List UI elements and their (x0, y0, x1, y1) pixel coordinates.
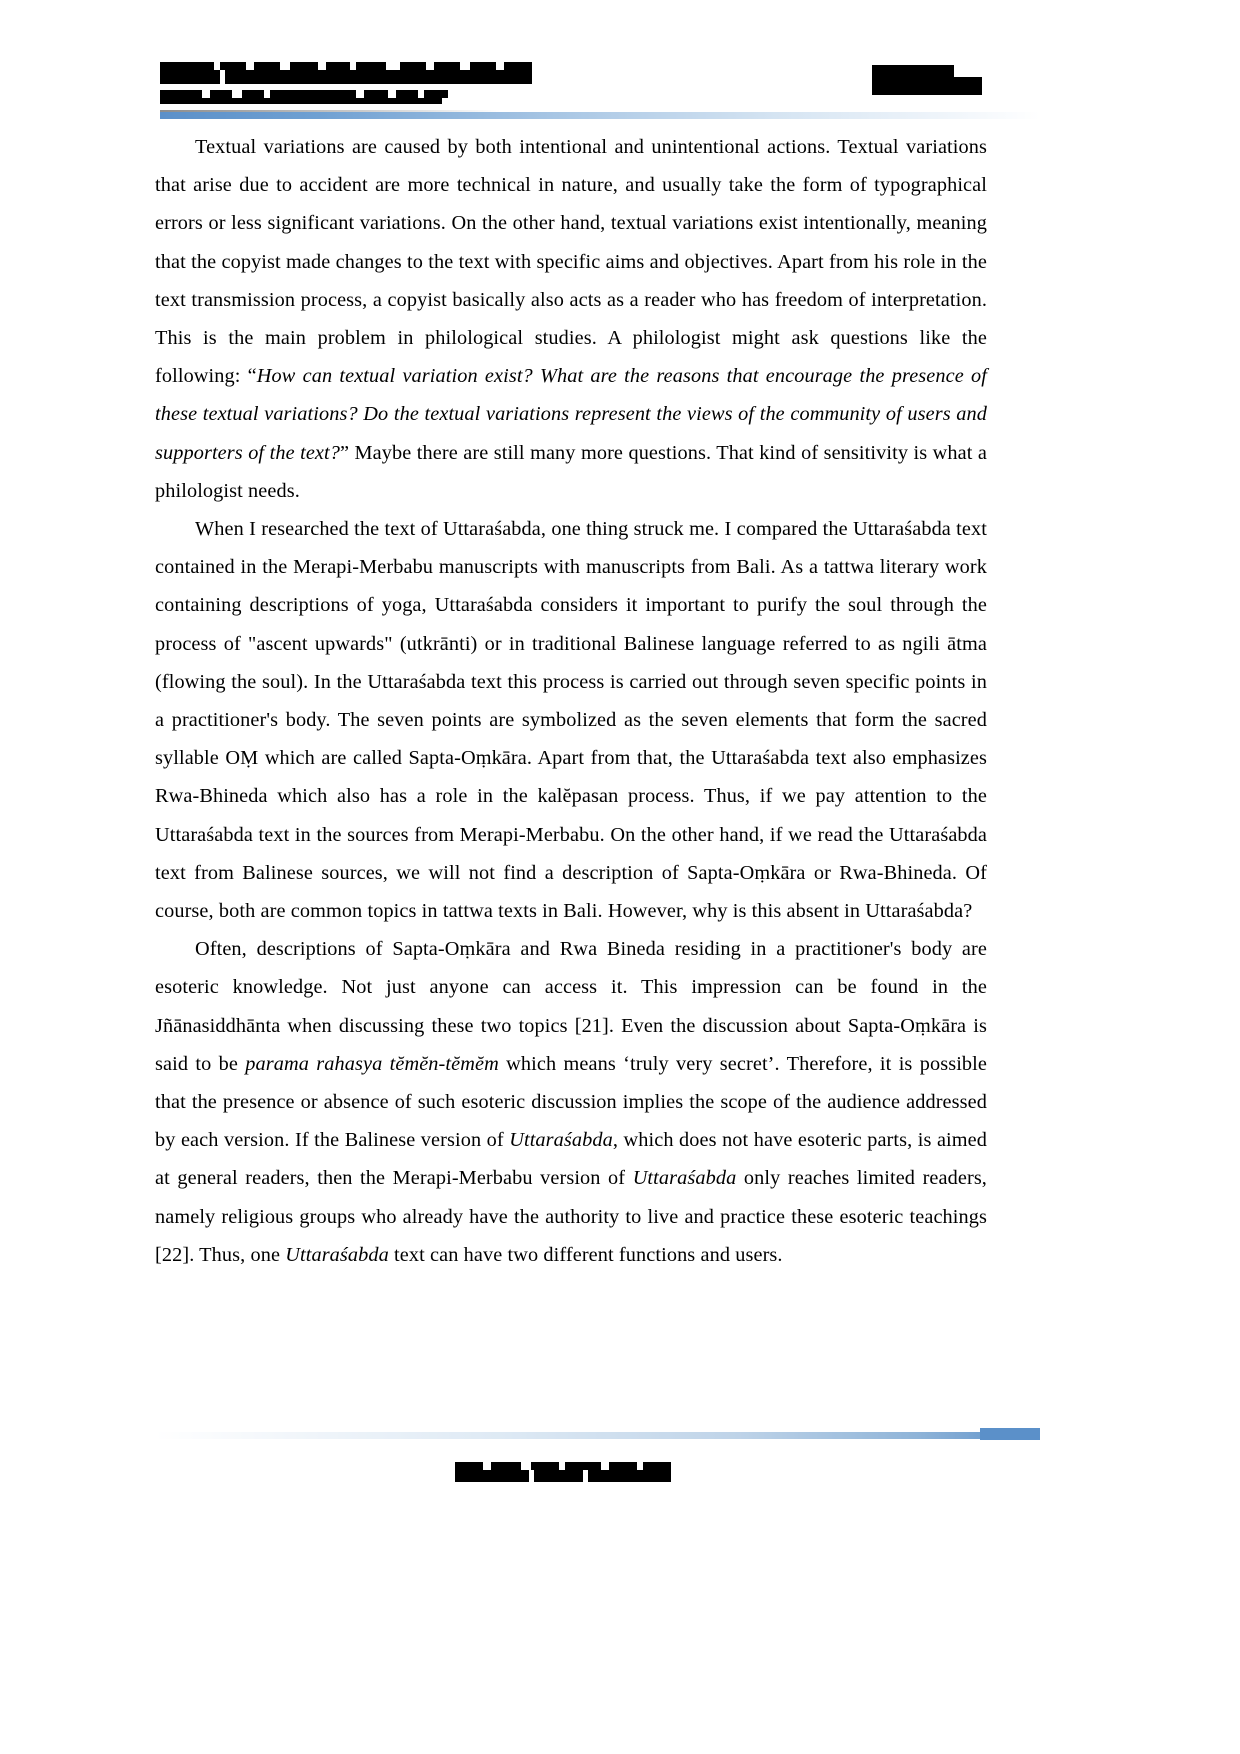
header-redaction-gap (214, 62, 220, 70)
footer-redaction-gap (601, 1462, 609, 1470)
footer-rule-accent-cap (980, 1428, 1040, 1440)
header-left-alt-text (160, 52, 161, 53)
paragraph-3-run-7: only reaches limited readers, namely religious groups who already have the authority to live and practice these esoteric teachings [22]. Thus, one (155, 1167, 987, 1266)
header-redaction-gap (388, 90, 396, 98)
paragraph-3-run-5: , which does not have esoteric parts, is aimed at general readers, then the Merapi-Merbabu version of (155, 1129, 988, 1190)
paragraph-3 (155, 930, 987, 1274)
paragraph-2 (155, 510, 987, 930)
paragraph-3-run-8-italic-title: Uttaraśabda (285, 1243, 389, 1266)
header-redaction-bar (872, 65, 954, 77)
header-redaction-bar (160, 70, 532, 84)
header-redaction-gap (426, 62, 434, 70)
page-footer (455, 1462, 695, 1484)
header-divider-rule (160, 112, 1040, 119)
header-redaction-gap (460, 62, 470, 70)
footer-redaction-gap (529, 1470, 534, 1482)
footer-divider-rule (155, 1432, 1040, 1439)
paragraph-3-run-1: Often, descriptions of Sapta-Oṃkāra and Rwa Bineda residing in a practitioner's body are esoteric knowledge. Not just anyone can access it. This impression can be found in the Jñānasiddhānta when discussing these two topics [21]. Even the discussion about Sapta-Oṃkāra is said to be (155, 938, 987, 1075)
paragraph-1-run-1: Textual variations are caused by both intentional and unintentional actions. Textual variations that arise due to accident are more technical in nature, and usually take the form of typographical errors or less significant variations. On the other hand, textual variations exist intentionally, meaning that the copyist made changes to the text with specific aims and objectives. Apart from his role in the text transmission process, a copyist basically also acts as a reader who has freedom of interpretation. This is the main problem in philological studies. A philologist might ask questions like the following: “ (155, 136, 987, 388)
header-redaction-gap (386, 62, 400, 70)
header-redaction-gap (318, 62, 326, 70)
paragraph-1-run-3: ” Maybe there are still many more questions. That kind of sensitivity is what a philologist needs. (155, 441, 987, 502)
header-redaction-gap (356, 90, 364, 98)
paragraph-3-run-6-italic-title: Uttaraśabda (632, 1167, 737, 1190)
paragraph-3-run-9: text can have two different functions and users. (388, 1243, 783, 1266)
paragraph-1-run-2-italic-quote: How can textual variation exist? What are the reasons that encourage the presence of these textual variations? Do the textual variations represent the views of the community of users and supporters of the text? (155, 365, 987, 464)
footer-redaction-gap (483, 1462, 491, 1470)
header-redaction-gap (246, 62, 254, 70)
header-redaction-gap (442, 98, 448, 104)
footer-redaction-bar (455, 1470, 671, 1482)
header-redaction-gap (202, 90, 210, 98)
paragraph-3-run-4-italic-title: Uttaraśabda (509, 1129, 613, 1152)
header-redaction-gap (350, 62, 356, 70)
header-redaction-gap (220, 70, 225, 84)
header-redaction-gap (418, 90, 424, 98)
header-redaction-gap (280, 62, 290, 70)
header-redaction-bar (872, 77, 982, 95)
header-redaction-gap (496, 62, 504, 70)
paragraph-1 (155, 128, 987, 510)
header-redaction-gap (232, 90, 242, 98)
footer-redaction-gap (583, 1470, 588, 1482)
paragraph-3-run-3: which means ‘truly very secret’. Therefore, it is possible that the presence or absence of such esoteric discussion implies the scope of the audience addressed by each version. If the Balinese version of (155, 1052, 987, 1152)
footer-redaction-gap (559, 1462, 565, 1470)
paragraph-2-run-1: When I researched the text of Uttaraśabda, one thing struck me. I compared the Uttaraśabda text contained in the Merapi-Merbabu manuscripts with manuscripts from Bali. As a tattwa literary work containing descriptions of yoga, Uttaraśabda considers it important to purify the soul through the process of "ascent upwards" (utkrānti) or in traditional Balinese language referred to as ngili ātma (flowing the soul). In the Uttaraśabda text this process is carried out through seven specific points in a practitioner's body. The seven points are symbolized as the seven elements that form the sacred syllable OṂ which are called Sapta-Oṃkāra. Apart from that, the Uttaraśabda text also emphasizes Rwa-Bhineda which also has a role in the kalĕpasan process. Thus, if we pay attention to the Uttaraśabda text in the sources from Merapi-Merbabu. On the other hand, if we read the Uttaraśabda text from Balinese sources, we will not find a description of Sapta-Oṃkāra or Rwa-Bhineda. Of course, both are common topics in tattwa texts in Bali. However, why is this absent in Uttaraśabda? (155, 518, 987, 923)
footer-redaction-gap (637, 1462, 643, 1470)
paragraph-3-run-2-italic-term: parama rahasya tĕmĕn-tĕmĕm (245, 1052, 499, 1075)
header-right-alt-text (160, 52, 161, 53)
page-header (160, 52, 1040, 110)
header-redaction-gap (264, 90, 270, 98)
footer-redaction-gap (521, 1462, 531, 1470)
body-text-column (155, 128, 987, 1274)
